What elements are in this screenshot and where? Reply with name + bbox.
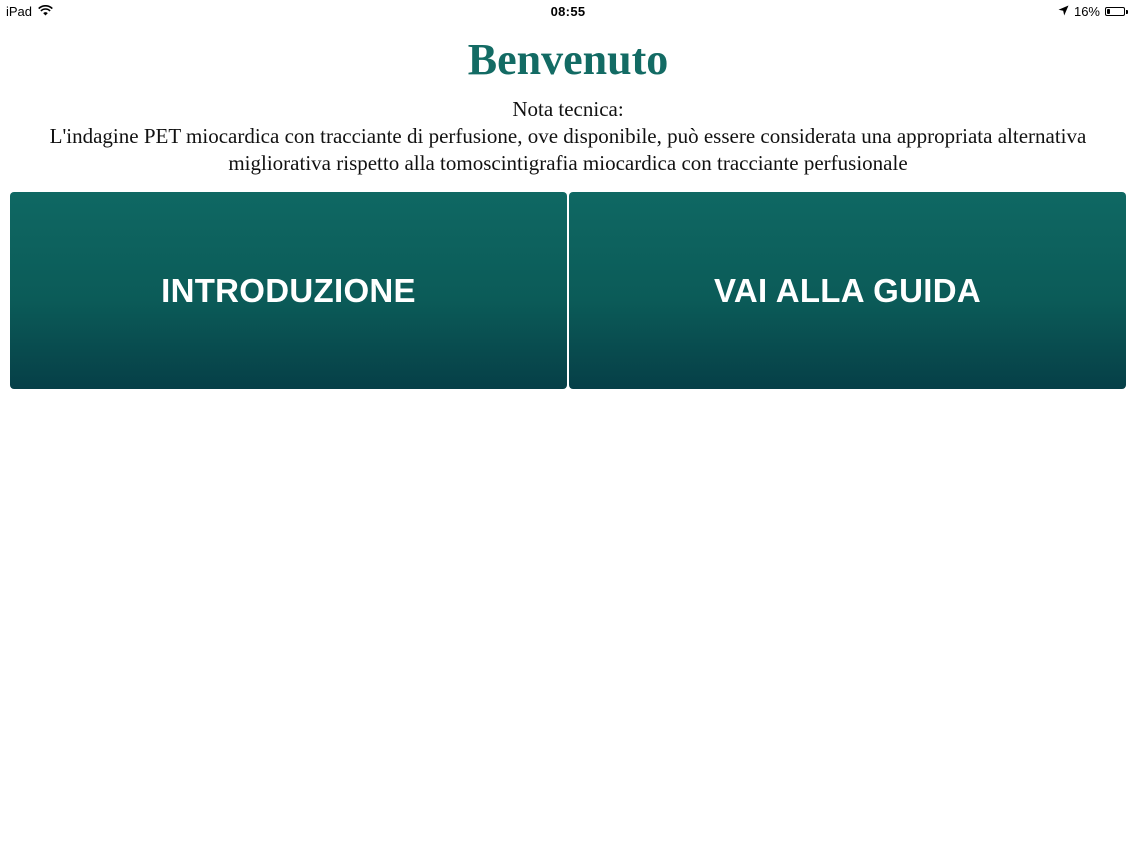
location-arrow-icon [1058, 4, 1069, 19]
note-text: L'indagine PET miocardica con tracciante di perfusione, ove disponibile, può essere considerata una appropriata alternativa migliorativa rispetto alla tomoscintigrafia miocardica con tracciante perfusionale [49, 124, 1087, 175]
device-name: iPad [6, 4, 33, 19]
battery-percent: 16% [1073, 4, 1100, 19]
technical-note [10, 96, 1126, 177]
battery-icon [1105, 7, 1128, 16]
page-title: Benvenuto [467, 35, 669, 84]
note-heading: Nota tecnica: [512, 97, 624, 121]
status-time: 08:55 [550, 4, 586, 19]
introduction-button[interactable]: INTRODUZIONE [10, 192, 567, 389]
main-buttons [10, 192, 1126, 389]
status-bar [0, 0, 1136, 24]
status-right [1058, 4, 1128, 19]
go-to-guide-button[interactable]: VAI ALLA GUIDA [569, 192, 1126, 389]
battery-fill [1107, 9, 1110, 14]
